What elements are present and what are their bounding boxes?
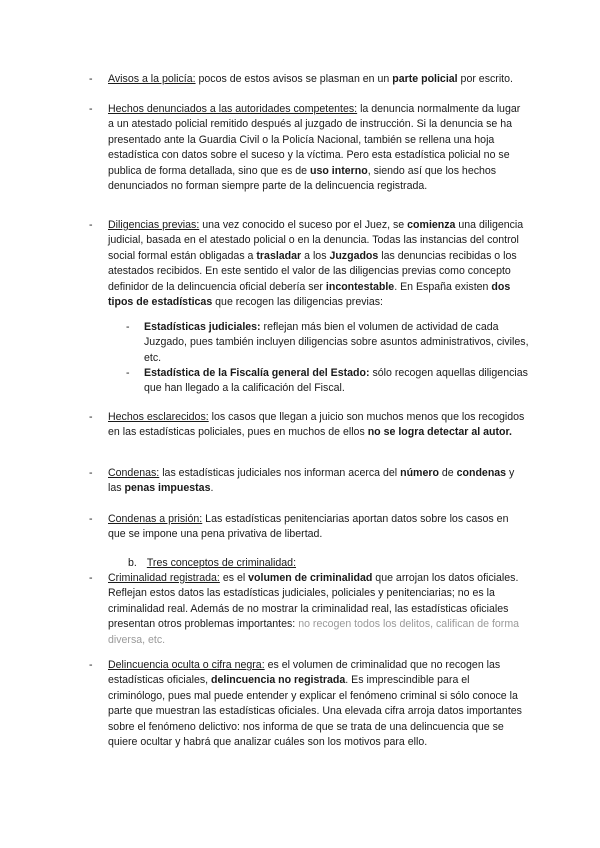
item-label: Condenas a prisión:	[108, 513, 203, 525]
item-label: Criminalidad registrada:	[108, 572, 220, 584]
list-item-diligencias	[89, 218, 529, 310]
item-label: Condenas:	[108, 467, 160, 479]
bullet-dash: -	[126, 367, 130, 379]
greyed-text: no recogen todos los delitos, califican de forma diversa, etc.	[108, 618, 520, 646]
section-heading-b	[128, 556, 296, 571]
list-item-condenas	[89, 466, 529, 497]
item-text: Diligencias previas: una vez conocido el suceso por el Juez, se comienza una diligencia judicial, basada en el atestado policial o en la denuncia. Todas las instancias del control social formal están obligadas a trasladar a los Juzgados las denuncias recibidas o los atestados recibidos. En este sentido el valor de las diligencias previas como concepto definidor de la delincuencia oficial debería ser incontestable. En España existen dos tipos de estadísticas que recogen las diligencias previas:	[108, 219, 524, 309]
bullet-dash: -	[89, 513, 93, 525]
bullet-dash: -	[89, 411, 93, 423]
bullet-dash: -	[89, 219, 93, 231]
section-title: Tres conceptos de criminalidad:	[146, 557, 297, 569]
sub-item-text: Estadística de la Fiscalía general del Estado: sólo recogen aquellas diligencias que han llegado a la calificación del Fiscal.	[144, 367, 528, 395]
list-item-hechos-denunciados	[89, 102, 529, 194]
bullet-dash: -	[89, 467, 93, 479]
list-item-condenas-prision	[89, 512, 529, 543]
item-label: Hechos esclarecidos:	[108, 411, 209, 423]
item-text: Condenas a prisión: Las estadísticas penitenciarias aportan datos sobre los casos en que se impone una pena privativa de libertad.	[108, 513, 509, 541]
bullet-dash: -	[89, 103, 93, 115]
bullet-dash: -	[126, 321, 130, 333]
item-text: Delincuencia oculta o cifra negra: es el volumen de criminalidad que no recogen las estadísticas oficiales, delincuencia no registrada. Es imprescindible para el criminólogo, pues mal puede entender y explicar el fenómeno criminal si sólo conoce la parte que muestran las estadísticas oficiales. Una elevada cifra arroja datos importantes sobre el fenómeno delictivo: nos informa de que se trata de una delincuencia que se quiere ocultar y habrá que analizar cuáles son los motivos para ello.	[108, 659, 522, 749]
bullet-dash: -	[89, 572, 93, 584]
item-text: Avisos a la policía: pocos de estos avisos se plasman en un parte policial por escrito.	[108, 73, 513, 85]
list-item-hechos-esclarecidos	[89, 410, 529, 441]
section-letter: b.	[128, 557, 137, 569]
item-text: Hechos denunciados a las autoridades competentes: la denuncia normalmente da lugar a un atestado policial remitido después al juzgado de instrucción. Si la denuncia se ha presentado ante la Guardia Civil o la Policía Nacional, también se rellena una hoja estadística con datos sobre el suceso y la víctima. Pero esta estadística policial no se publica de forma detallada, sino que es de uso interno, siendo así que los hechos denunciados no forman siempre parte de la delincuencia registrada.	[108, 103, 521, 193]
sub-item-text: Estadísticas judiciales: reflejan más bien el volumen de actividad de cada Juzgado, pues también incluyen diligencias sobre asuntos administrativos, civiles, etc.	[144, 321, 529, 364]
item-text: Condenas: las estadísticas judiciales nos informan acerca del número de condenas y las penas impuestas.	[108, 467, 515, 495]
item-label: Hechos denunciados a las autoridades competentes:	[108, 103, 358, 115]
sub-item-estadistica-fiscalia	[126, 366, 531, 397]
list-item-avisos	[89, 72, 529, 87]
item-text: Criminalidad registrada: es el volumen de criminalidad que arrojan los datos oficiales. Reflejan estos datos las estadísticas judiciales, policiales y penitenciarias; no es la criminalidad real. Además de no mostrar la criminalidad real, las estadísticas oficiales presentan otros problemas importantes: no recogen todos los delitos, califican de forma diversa, etc.	[108, 572, 520, 646]
sub-item-estadisticas-judiciales	[126, 320, 531, 366]
bullet-dash: -	[89, 659, 93, 671]
item-label: Diligencias previas:	[108, 219, 200, 231]
item-label: Delincuencia oculta o cifra negra:	[108, 659, 265, 671]
list-item-criminalidad-registrada	[89, 571, 529, 648]
item-text: Hechos esclarecidos: los casos que llegan a juicio son muchos menos que los recogidos en las estadísticas policiales, pues en muchos de ellos no se logra detectar al autor.	[108, 411, 525, 439]
item-label: Avisos a la policía:	[108, 73, 196, 85]
list-item-delincuencia-oculta	[89, 658, 529, 750]
bullet-dash: -	[89, 73, 93, 85]
